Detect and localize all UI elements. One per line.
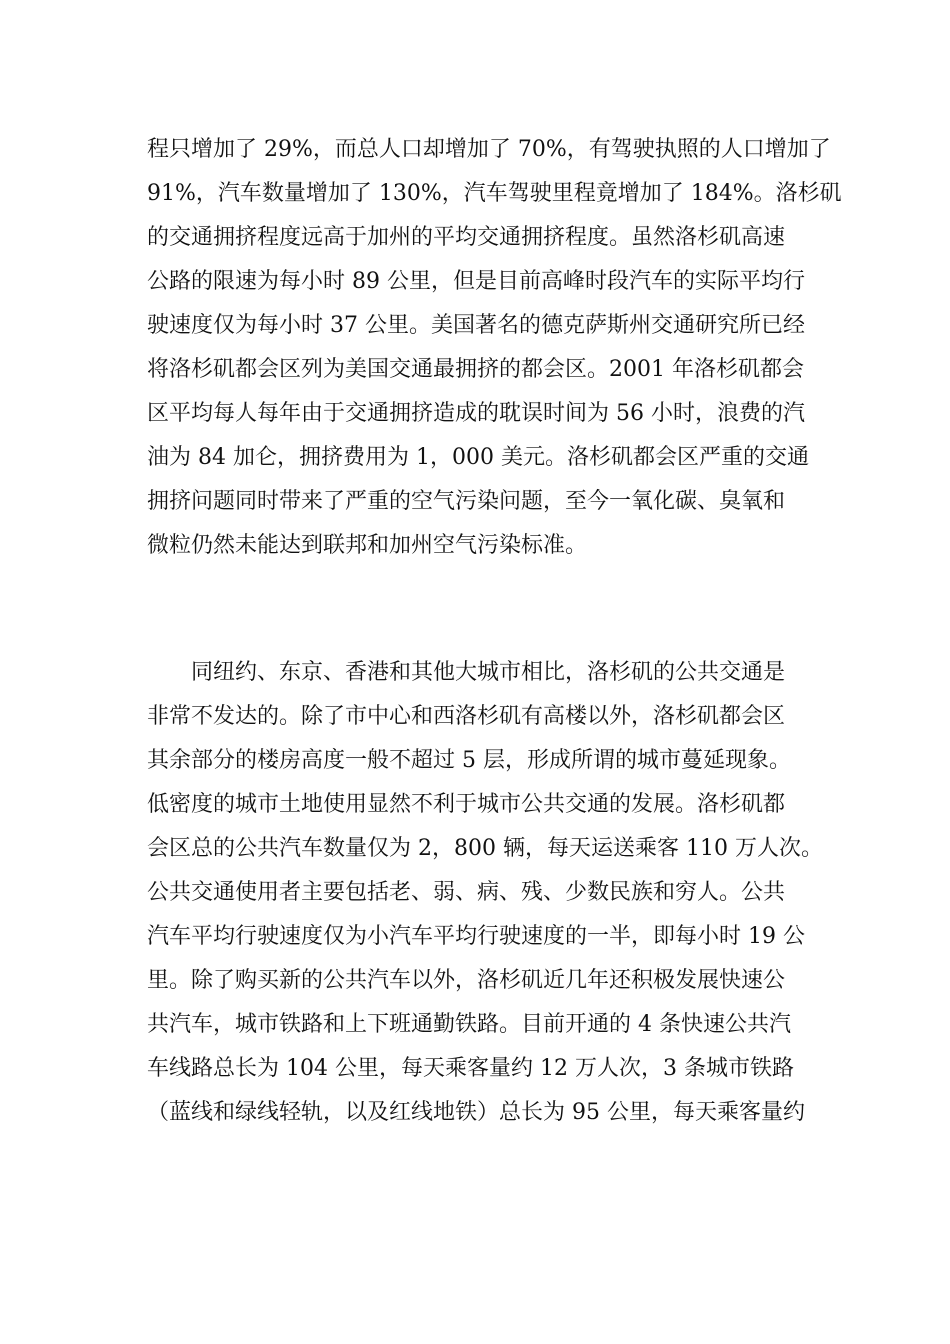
text-line: 将洛杉矶都会区列为美国交通最拥挤的都会区。2001 年洛杉矶都会	[147, 357, 804, 382]
text-line: 拥挤问题同时带来了严重的空气污染问题，至今一氧化碳、臭氧和	[147, 489, 786, 514]
text-line: 汽车平均行驶速度仅为小汽车平均行驶速度的一半，即每小时 19 公	[147, 924, 805, 949]
text-line: 低密度的城市土地使用显然不利于城市公共交通的发展。洛杉矶都	[147, 792, 786, 817]
text-line: 车线路总长为 104 公里，每天乘客量约 12 万人次，3 条城市铁路	[147, 1056, 794, 1081]
text-line: 微粒仍然未能达到联邦和加州空气污染标准。	[147, 533, 588, 558]
text-line: 共汽车，城市铁路和上下班通勤铁路。目前开通的 4 条快速公共汽	[147, 1012, 791, 1037]
text-line: 其余部分的楼房高度一般不超过 5 层，形成所谓的城市蔓延现象。	[147, 748, 791, 773]
text-line: 同纽约、东京、香港和其他大城市相比，洛杉矶的公共交通是	[147, 660, 786, 685]
text-line: 公路的限速为每小时 89 公里，但是目前高峰时段汽车的实际平均行	[147, 269, 805, 294]
text-line: 非常不发达的。除了市中心和西洛杉矶有高楼以外，洛杉矶都会区	[147, 704, 786, 729]
text-line: 的交通拥挤程度远高于加州的平均交通拥挤程度。虽然洛杉矶高速	[147, 225, 786, 250]
paragraph-2	[147, 651, 823, 1135]
text-line: 油为 84 加仑，拥挤费用为 1，000 美元。洛杉矶都会区严重的交通	[147, 445, 809, 470]
text-line: 91%，汽车数量增加了 130%，汽车驾驶里程竟增加了 184%。洛杉矶	[147, 181, 842, 206]
text-line: （蓝线和绿线轻轨，以及红线地铁）总长为 95 公里，每天乘客量约	[147, 1100, 805, 1125]
text-line: 公共交通使用者主要包括老、弱、病、残、少数民族和穷人。公共	[147, 880, 786, 905]
text-line: 程只增加了 29%，而总人口却增加了 70%，有驾驶执照的人口增加了	[147, 137, 831, 162]
text-line: 会区总的公共汽车数量仅为 2，800 辆，每天运送乘客 110 万人次。	[147, 836, 823, 861]
text-line: 里。除了购买新的公共汽车以外，洛杉矶近几年还积极发展快速公	[147, 968, 786, 993]
text-line: 区平均每人每年由于交通拥挤造成的耽误时间为 56 小时，浪费的汽	[147, 401, 805, 426]
paragraph-1	[147, 128, 842, 568]
text-line: 驶速度仅为每小时 37 公里。美国著名的德克萨斯州交通研究所已经	[147, 313, 805, 338]
